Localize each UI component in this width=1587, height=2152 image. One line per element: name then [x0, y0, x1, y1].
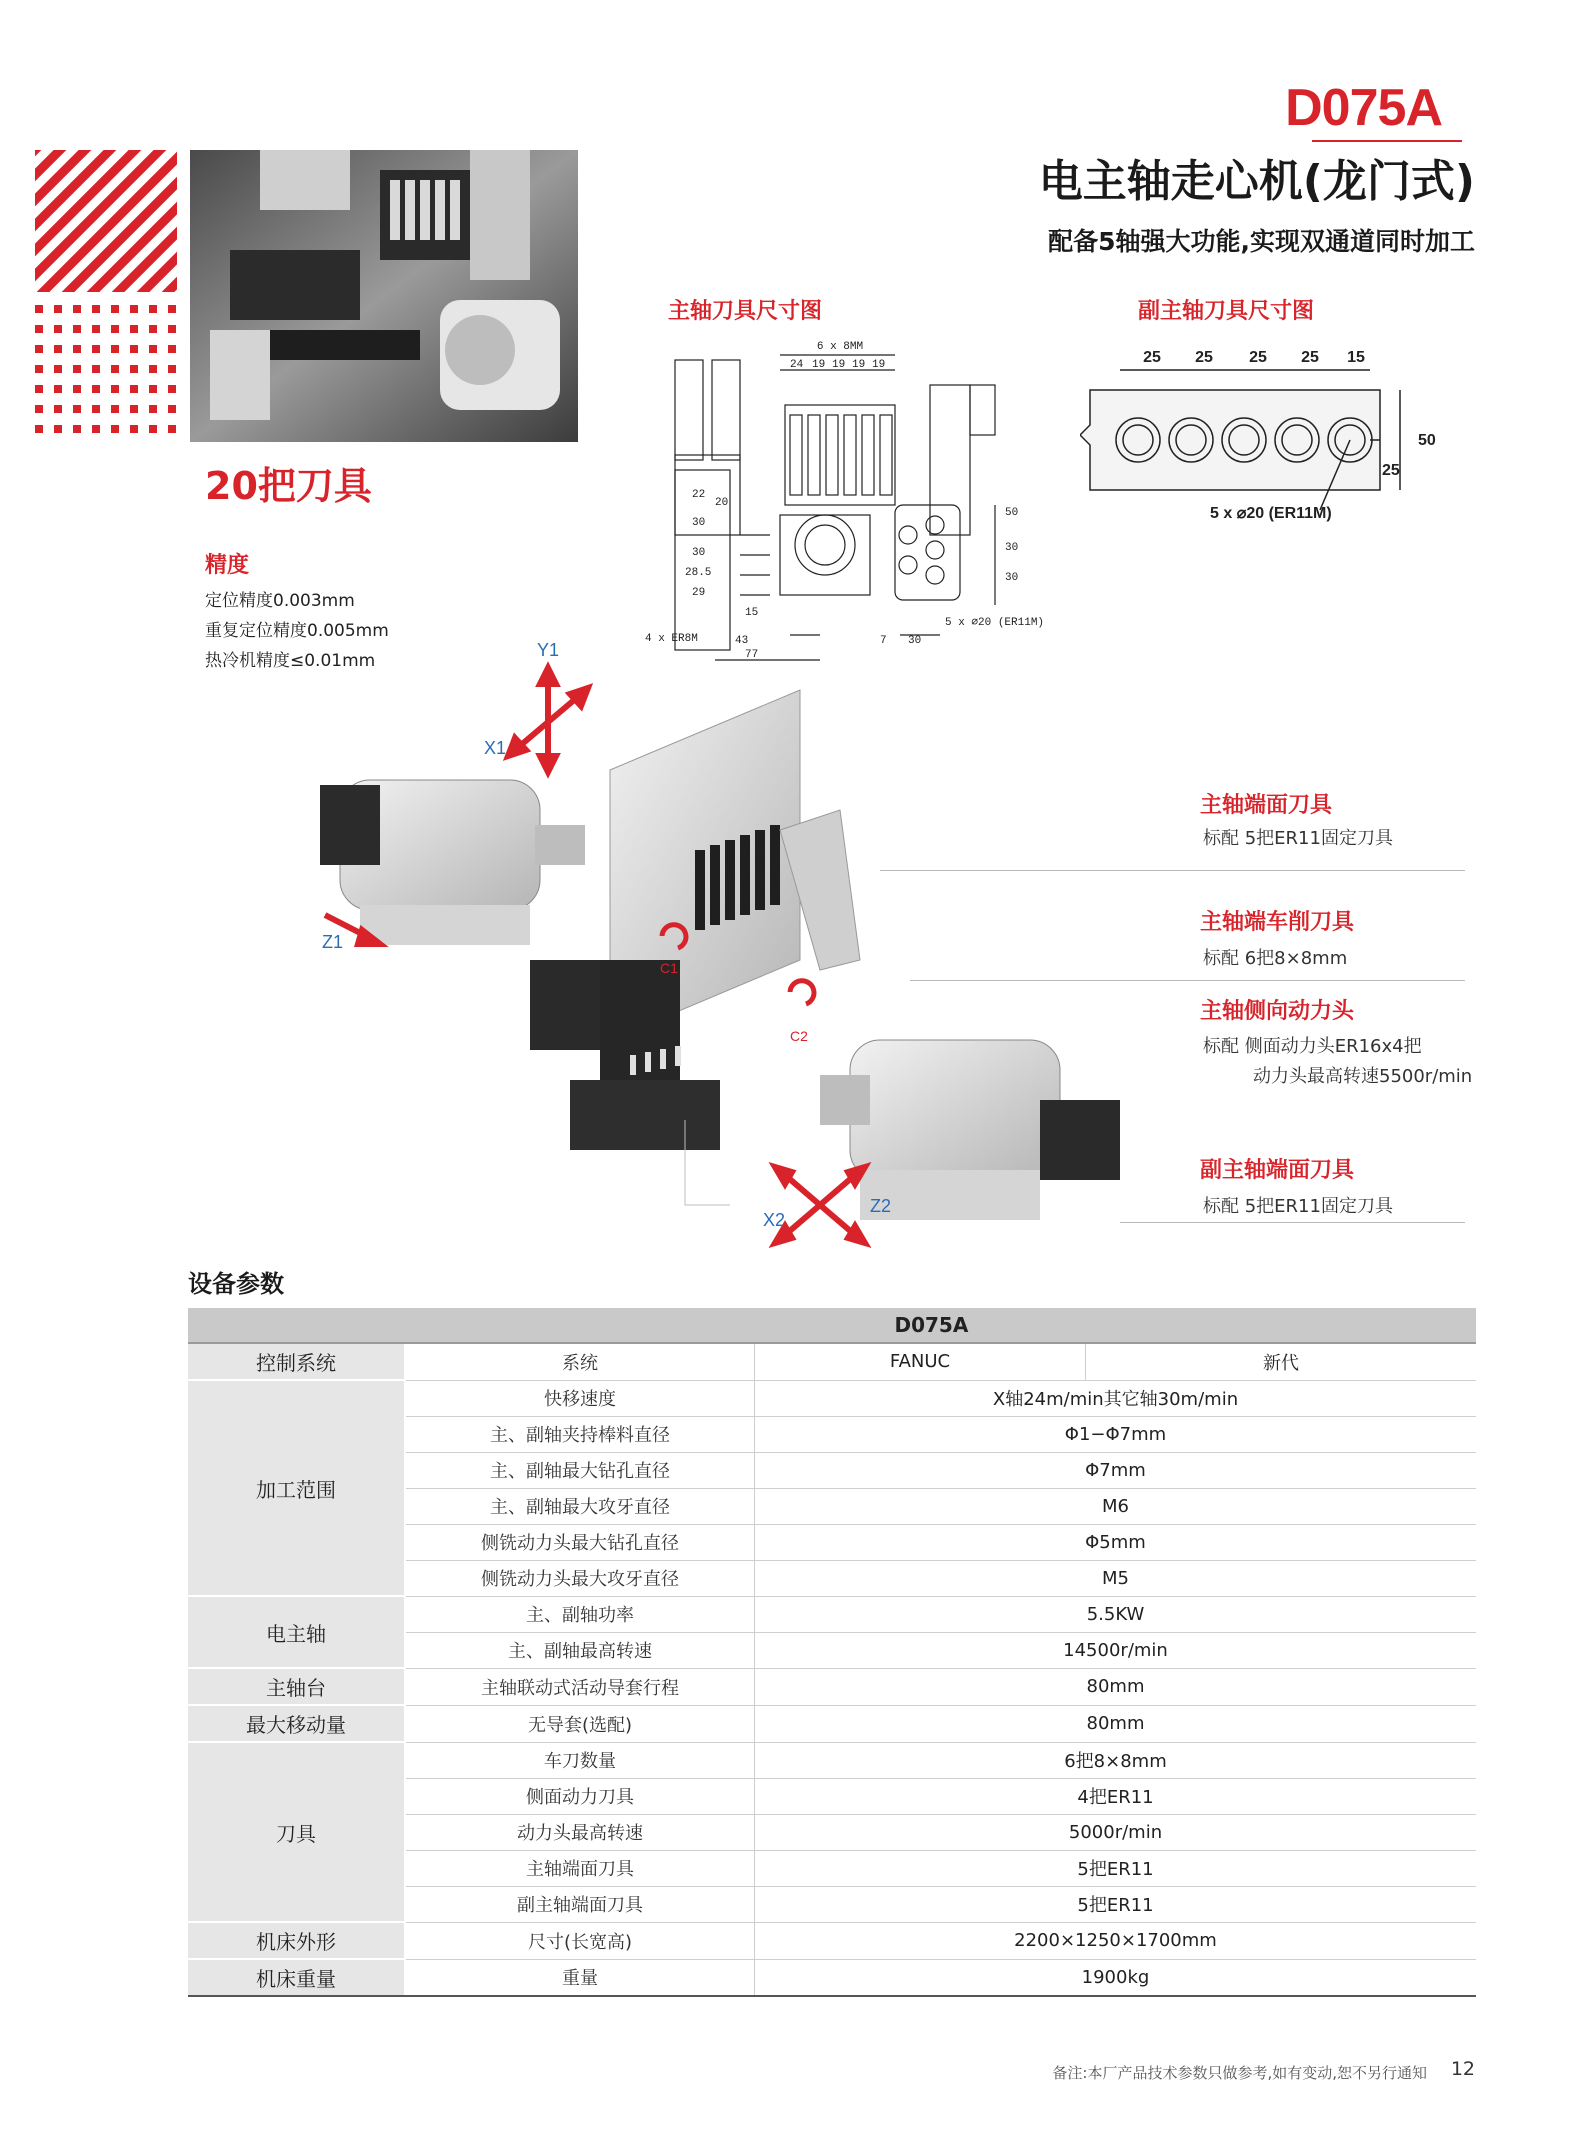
precision-title: 精度 [205, 553, 250, 578]
dim-label: 15 [745, 607, 759, 619]
main-spindle-tool-drawing [640, 325, 1080, 675]
table-category: 最大移动量 [188, 1705, 405, 1742]
table-item: 主、副轴最大钻孔直径 [405, 1452, 755, 1488]
callout-text: 标配 6把8×8mm [1203, 948, 1348, 969]
dim-label: 50 [1418, 432, 1436, 449]
dim-label: 24 [790, 359, 804, 371]
callout-leader [880, 870, 1465, 871]
page-number: 12 [1450, 2058, 1475, 2080]
precision-line: 定位精度0.003mm [205, 591, 355, 611]
table-row [188, 1742, 1476, 1778]
sub-spindle-diagram-title: 副主轴刀具尺寸图 [1138, 299, 1315, 324]
callout-text: 标配 5把ER11固定刀具 [1203, 1196, 1393, 1217]
dim-label: 25 [1143, 349, 1161, 366]
dim-label: 22 [692, 489, 706, 501]
dim-label: 19 [852, 359, 866, 371]
table-value: FANUC [755, 1343, 1086, 1380]
dim-label: 19 [872, 359, 886, 371]
table-header-row [188, 1308, 1476, 1343]
table-row [188, 1596, 1476, 1632]
callout-leader [910, 980, 1465, 981]
callout-leader [1120, 1222, 1465, 1223]
table-item: 重量 [405, 1959, 755, 1996]
dim-label: 50 [1005, 507, 1019, 519]
dim-label: 15 [1347, 349, 1365, 366]
table-item: 侧面动力刀具 [405, 1778, 755, 1814]
params-table [188, 1308, 1476, 1997]
model-underline [1312, 140, 1462, 142]
table-item: 主、副轴最高转速 [405, 1632, 755, 1668]
table-item: 主、副轴功率 [405, 1596, 755, 1632]
table-header-model: D075A [755, 1308, 1477, 1343]
dim-label: 30 [1005, 572, 1019, 584]
axis-label-z1: Z1 [322, 932, 344, 952]
table-value: 80mm [755, 1668, 1477, 1705]
dim-label: 43 [735, 635, 749, 647]
callout-title: 主轴侧向动力头 [1200, 999, 1355, 1024]
table-row [188, 1959, 1476, 1996]
table-value: 5把ER11 [755, 1850, 1477, 1886]
table-value: 5000r/min [755, 1814, 1477, 1850]
tools-count: 20把刀具 [205, 464, 372, 508]
table-value: 新代 [1086, 1343, 1477, 1380]
table-value: Φ1−Φ7mm [755, 1416, 1477, 1452]
table-category: 机床外形 [188, 1922, 405, 1959]
dim-label: 25 [1195, 349, 1213, 366]
table-item: 侧铣动力头最大钻孔直径 [405, 1524, 755, 1560]
table-item: 主轴端面刀具 [405, 1850, 755, 1886]
callout-text: 标配 5把ER11固定刀具 [1203, 828, 1393, 849]
params-section-title: 设备参数 [188, 1270, 284, 1298]
table-value: M6 [755, 1488, 1477, 1524]
table-value: 14500r/min [755, 1632, 1477, 1668]
table-item: 尺寸(长宽高) [405, 1922, 755, 1959]
dim-label: 5 x ⌀20 (ER11M) [1210, 505, 1332, 522]
table-item: 主、副轴夹持棒料直径 [405, 1416, 755, 1452]
axis-label-x1: X1 [484, 738, 507, 758]
callout-title: 主轴端车削刀具 [1200, 910, 1355, 935]
dim-label: 7 [880, 635, 887, 647]
table-value: 80mm [755, 1705, 1477, 1742]
table-row [188, 1380, 1476, 1416]
dim-label: 25 [1301, 349, 1319, 366]
table-value: X轴24m/min其它轴30m/min [755, 1380, 1477, 1416]
table-item: 车刀数量 [405, 1742, 755, 1778]
model-title: D075A [1285, 79, 1442, 137]
precision-line: 重复定位精度0.005mm [205, 621, 389, 641]
table-header-blank [188, 1308, 755, 1343]
axis-label-z2: Z2 [870, 1196, 892, 1216]
table-row [188, 1705, 1476, 1742]
table-category: 机床重量 [188, 1959, 405, 1996]
table-category: 主轴台 [188, 1668, 405, 1705]
callout-title: 副主轴端面刀具 [1200, 1158, 1355, 1183]
decorative-stripes [35, 150, 177, 442]
table-value: M5 [755, 1560, 1477, 1596]
page-subtitle: 配备5轴强大功能,实现双通道同时加工 [1048, 227, 1475, 256]
dim-label: 25 [1382, 462, 1400, 479]
table-value: 5.5KW [755, 1596, 1477, 1632]
callout-title: 主轴端面刀具 [1200, 793, 1333, 818]
dim-label: 5 x ⌀20 (ER11M) [945, 617, 1045, 629]
callout-text: 动力头最高转速5500r/min [1253, 1066, 1473, 1087]
dim-label: 20 [715, 497, 729, 509]
table-item: 副主轴端面刀具 [405, 1886, 755, 1922]
table-category: 电主轴 [188, 1596, 405, 1668]
table-item: 侧铣动力头最大攻牙直径 [405, 1560, 755, 1596]
table-value: 5把ER11 [755, 1886, 1477, 1922]
dim-label: 19 [812, 359, 826, 371]
table-item: 无导套(选配) [405, 1705, 755, 1742]
table-value: Φ5mm [755, 1524, 1477, 1560]
callout-text: 标配 侧面动力头ER16x4把 [1203, 1036, 1422, 1057]
table-item: 快移速度 [405, 1380, 755, 1416]
precision-line: 热冷机精度≤0.01mm [205, 651, 376, 671]
dim-label: 29 [692, 587, 706, 599]
dim-label: 4 x ER8M [645, 633, 698, 645]
table-value: Φ7mm [755, 1452, 1477, 1488]
page-title: 电主轴走心机(龙门式) [1038, 156, 1475, 207]
axis-label-y1: Y1 [537, 640, 560, 660]
table-row [188, 1343, 1476, 1380]
dim-label: 30 [692, 517, 706, 529]
dim-label: 25 [1249, 349, 1267, 366]
table-item: 动力头最高转速 [405, 1814, 755, 1850]
dim-label: 30 [1005, 542, 1019, 554]
machine-illustration [300, 660, 1120, 1280]
dim-label: 30 [692, 547, 706, 559]
sub-spindle-tool-drawing [1080, 340, 1440, 540]
table-category: 刀具 [188, 1742, 405, 1922]
table-category: 加工范围 [188, 1380, 405, 1596]
dim-label: 77 [745, 649, 759, 661]
table-item: 主、副轴最大攻牙直径 [405, 1488, 755, 1524]
axis-label-c1: C1 [660, 960, 678, 976]
table-item: 主轴联动式活动导套行程 [405, 1668, 755, 1705]
dim-label: 28.5 [685, 567, 712, 579]
table-value: 1900kg [755, 1959, 1477, 1996]
footer-note: 备注:本厂产品技术参数只做参考,如有变动,恕不另行通知 [1052, 2064, 1427, 2082]
axis-label-c2: C2 [790, 1028, 808, 1044]
dim-label: 19 [832, 359, 846, 371]
table-row [188, 1922, 1476, 1959]
dim-label: 6 x 8MM [816, 341, 864, 353]
table-value: 2200×1250×1700mm [755, 1922, 1477, 1959]
table-item: 系统 [405, 1343, 755, 1380]
main-spindle-diagram-title: 主轴刀具尺寸图 [668, 299, 823, 324]
table-row [188, 1668, 1476, 1705]
machine-photo-top [190, 150, 578, 442]
table-value: 4把ER11 [755, 1778, 1477, 1814]
dim-label: 30 [908, 635, 922, 647]
table-value: 6把8×8mm [755, 1742, 1477, 1778]
table-category: 控制系统 [188, 1343, 405, 1380]
axis-label-x2: X2 [763, 1210, 786, 1230]
